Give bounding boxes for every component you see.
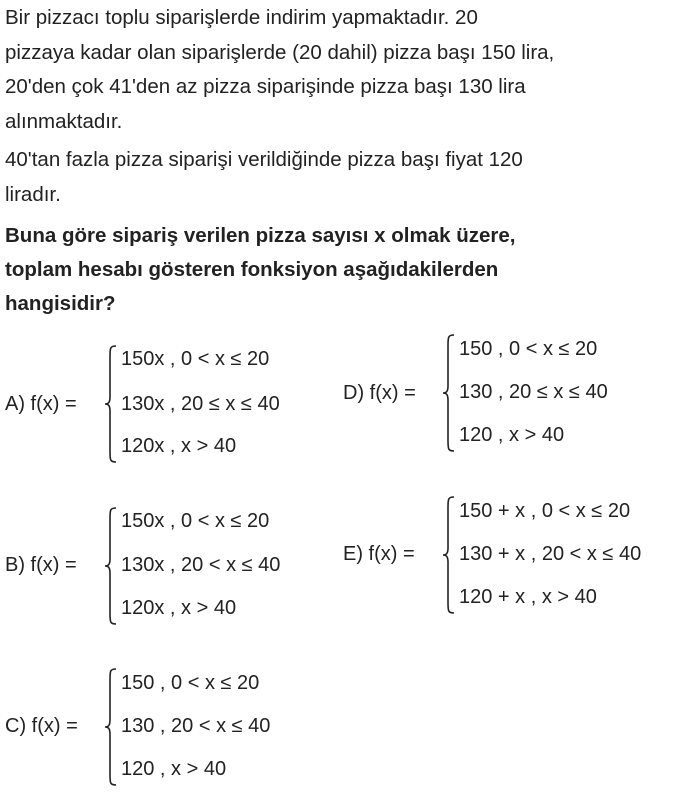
text-line: Buna göre sipariş verilen pizza sayısı x olmak üzere, [5,224,516,247]
left-brace-icon [104,345,118,463]
left-brace-icon [104,668,118,786]
left-brace-icon [442,496,456,614]
text-line: 20'den çok 41'den az pizza siparişinde pizza başı 130 lira [5,75,526,98]
case-row: 150x , 0 < x ≤ 20 [121,348,270,370]
text-line: 40'tan fazla pizza siparişi verildiğinde pizza başı fiyat 120 [5,148,523,171]
option-label: E) f(x) = [343,543,415,565]
question-text [5,219,675,321]
case-row: 130 , 20 < x ≤ 40 [121,715,271,737]
text-line: pizzaya kadar olan siparişlerde (20 dahil) pizza başı 150 lira, [5,40,555,64]
case-row: 120 , x > 40 [459,424,565,446]
case-row: 120x , x > 40 [121,597,237,619]
text-line: Bir pizzacı toplu siparişlerde indirim yapmaktadır. 20 [5,6,478,29]
option-label: C) f(x) = [5,715,78,737]
option-label: D) f(x) = [343,382,416,404]
problem-paragraph-1 [5,1,675,139]
left-brace-icon [442,334,456,452]
case-row: 130x , 20 < x ≤ 40 [121,554,281,576]
case-row: 150 , 0 < x ≤ 20 [121,672,260,694]
case-row: 130x , 20 ≤ x ≤ 40 [121,393,280,415]
text-line: toplam hesabı gösteren fonksiyon aşağıdakilerden [5,258,499,281]
left-brace-icon [104,507,118,625]
problem-paragraph-2 [5,143,675,212]
case-row: 150 , 0 < x ≤ 20 [459,338,598,360]
option-label: A) f(x) = [5,393,77,415]
case-row: 150x , 0 < x ≤ 20 [121,510,270,532]
text-line: liradır. [5,182,61,206]
case-row: 120 + x , x > 40 [459,586,597,608]
case-row: 130 , 20 ≤ x ≤ 40 [459,381,608,403]
case-row: 130 + x , 20 < x ≤ 40 [459,543,642,565]
case-row: 120x , x > 40 [121,435,237,457]
option-label: B) f(x) = [5,554,77,576]
case-row: 150 + x , 0 < x ≤ 20 [459,500,631,522]
text-line: hangisidir? [5,292,116,315]
case-row: 120 , x > 40 [121,758,227,780]
text-line: alınmaktadır. [5,109,123,133]
